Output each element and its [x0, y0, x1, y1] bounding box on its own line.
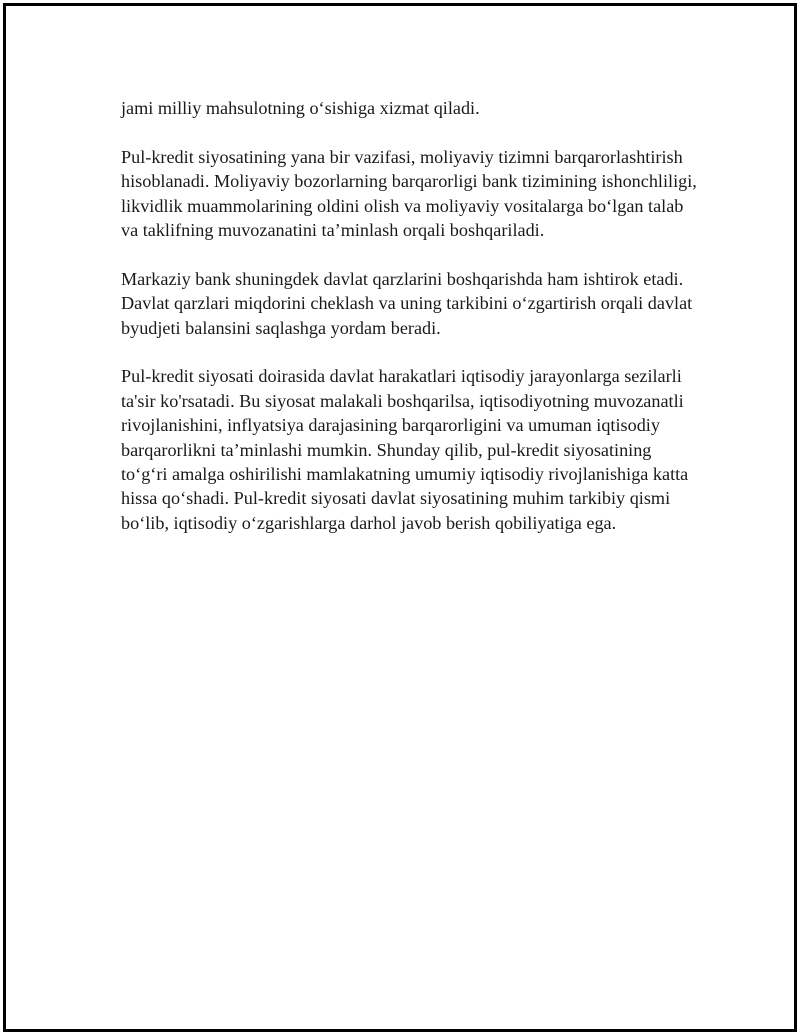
paragraph-1: jami milliy mahsulotning o‘sishiga xizmat qiladi. — [121, 98, 480, 118]
page-frame — [3, 3, 797, 1032]
document-body — [121, 96, 701, 560]
paragraph-2: Pul-kredit siyosatining yana bir vazifasi, moliyaviy tizimni barqarorlashtirish hisoblanadi. Moliyaviy bozorlarning barqarorligi bank tizimining ishonchliligi, likvidlik muammolarining oldini olish va moliyaviy vositalarga bo‘lgan talab va taklifning muvozanatini ta’minlash orqali boshqariladi. — [121, 146, 697, 241]
paragraph-3: Markaziy bank shuningdek davlat qarzlarini boshqarishda ham ishtirok etadi. Davlat qarzlari miqdorini cheklash va uning tarkibini o‘zgartirish orqali davlat byudjeti balansini saqlashga yordam beradi. — [121, 268, 693, 338]
paragraph-4: Pul-kredit siyosati doirasida davlat harakatlari iqtisodiy jarayonlarga sezilarli ta'sir ko'rsatadi. Bu siyosat malakali boshqarilsa, iqtisodiyotning muvozanatli rivojlanishini, inflyatsiya darajasining barqarorligini va umuman iqtisodiy barqarorlikni ta’minlashi mumkin. Shunday qilib, pul-kredit siyosatining to‘g‘ri amalga oshirilishi mamlakatning umumiy iqtisodiy rivojlanishiga katta hissa qo‘shadi. Pul-kredit siyosati davlat siyosatining muhim tarkibiy qismi bo‘lib, iqtisodiy o‘zgarishlarga darhol javob berish qobiliyatiga ega. — [121, 366, 689, 533]
